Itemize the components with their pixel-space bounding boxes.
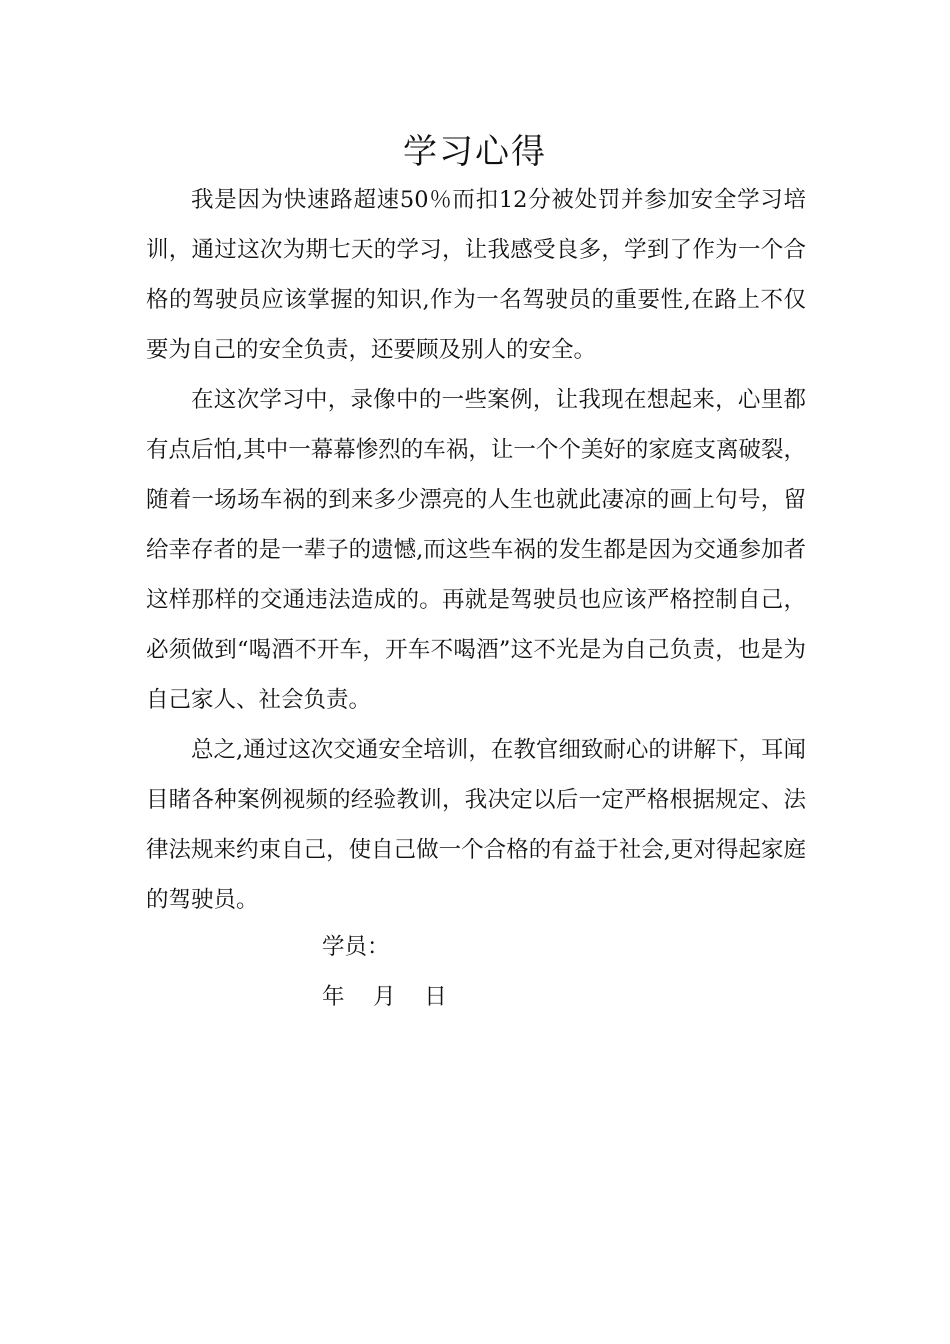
signature-block [322,922,447,1022]
paragraph-3: 总之,通过这次交通安全培训，在教官细致耐心的讲解下，耳闻目睹各种案例视频的经验教训，我决定以后一定严格根据规定、法律法规来约束自己，使自己做一个合格的有益于社会,更对得起家庭的驾驶员。 [146,737,806,913]
paragraph-2: 在这次学习中，录像中的一些案例，让我现在想起来，心里都有点后怕,其中一幕幕惨烈的车祸，让一个个美好的家庭支离破裂，随着一场场车祸的到来多少漂亮的人生也就此凄凉的画上句号，留给幸存者的是一辈子的遗憾,而这些车祸的发生都是因为交通参加者这样那样的交通违法造成的。再就是驾驶员也应该严格控制自己，必须做到“喝酒不开车，开车不喝酒”这不光是为自己负责，也是为自己家人、社会负责。 [146,387,806,713]
student-label: 学员： [322,934,390,960]
date-line: 年 月 日 [322,984,447,1010]
document-body [146,175,806,925]
paragraph-1: 我是因为快速路超速50％而扣12分被处罚并参加安全学习培训，通过这次为期七天的学习，让我感受良多，学到了作为一个合格的驾驶员应该掌握的知识,作为一名驾驶员的重要性,在路上不仅要为自己的安全负责，还要顾及别人的安全。 [146,187,806,363]
document-title: 学习心得 [403,132,547,172]
